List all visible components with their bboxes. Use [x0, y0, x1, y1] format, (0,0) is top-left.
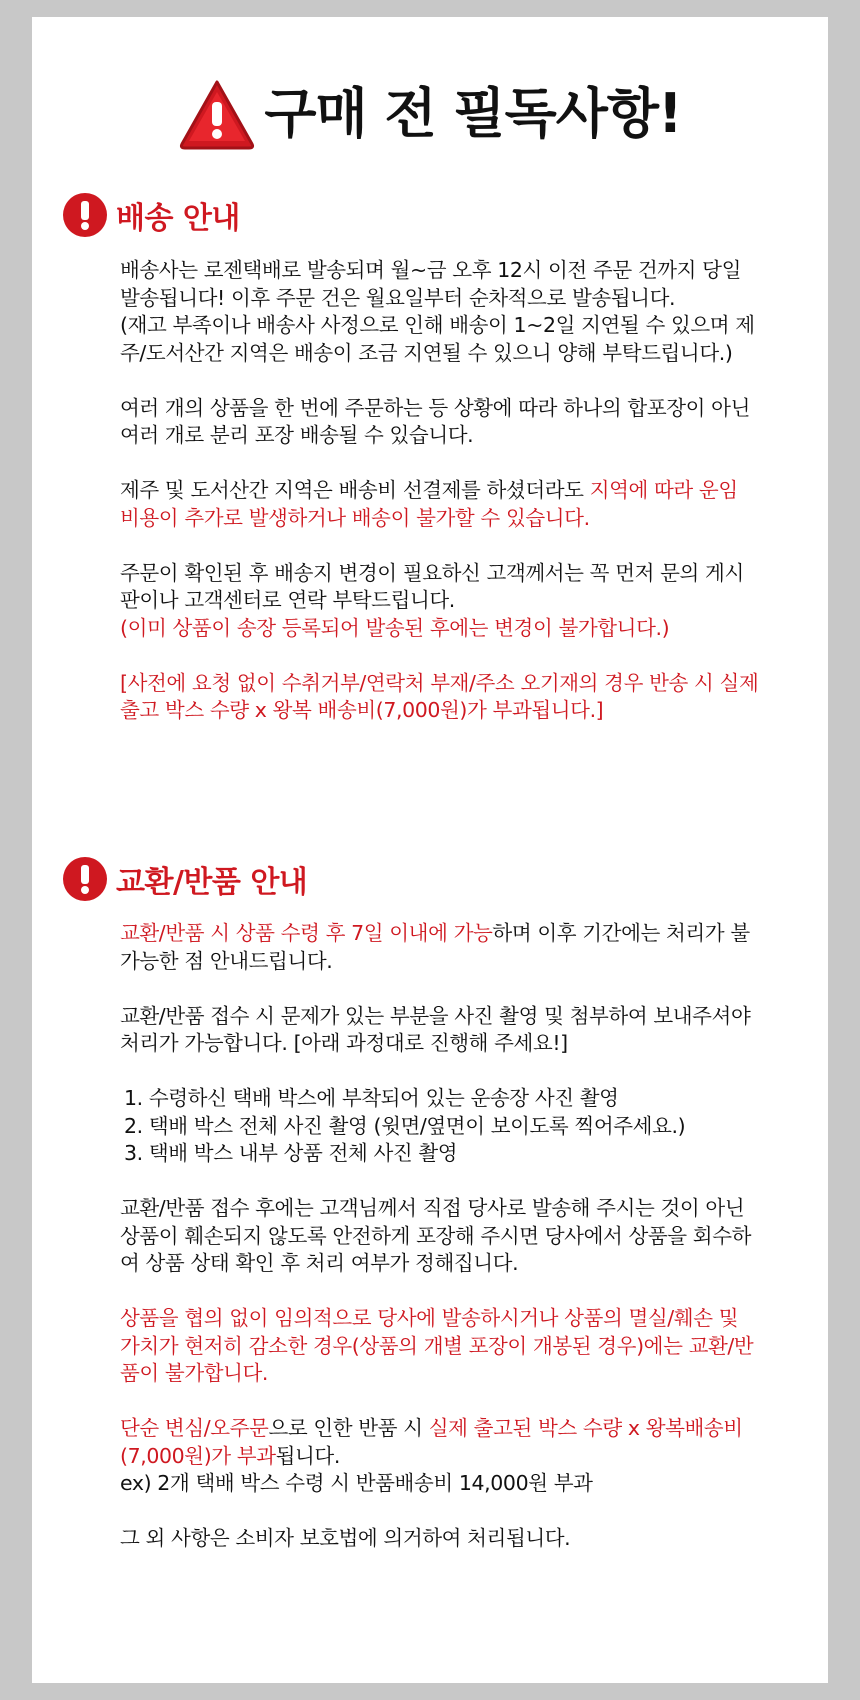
list-item: 3. 택배 박스 내부 상품 전체 사진 촬영 [124, 1141, 458, 1165]
shipping-paragraph-2: 여러 개의 상품을 한 번에 주문하는 등 상황에 따라 하나의 합포장이 아닌 여러 개로 분리 포장 배송될 수 있습니다. [120, 395, 750, 447]
exchange-paragraph-3: 교환/반품 접수 후에는 고객님께서 직접 당사로 발송해 주시는 것이 아닌 상품이 훼손되지 않도록 안전하게 포장해 주시면 당사에서 상품을 회수하여 상품 상태 확인 후 처리 여부가 정해집니다. [120, 1196, 752, 1275]
shipping-text-4b-highlight: (이미 상품이 송장 등록되어 발송된 후에는 변경이 불가합니다.) [120, 615, 670, 640]
shipping-paragraph-1 [120, 257, 760, 367]
notice-sheet [32, 17, 828, 1683]
shipping-paragraph-3 [120, 477, 760, 532]
exclamation-circle-icon [62, 856, 108, 902]
shipping-text-3b-highlight: 지역에 따라 운임 비용이 추가로 발생하거나 배송이 불가할 수 있습니다. [120, 478, 738, 530]
exchange-text-1a-highlight: 교환/반품 시 상품 수령 후 7일 이내에 가능 [120, 921, 493, 945]
section-header-exchange [62, 855, 307, 903]
exchange-text-1b: 하며 이후 기간에는 처리가 불가능한 점 안내드립니다. [120, 921, 750, 973]
shipping-paragraph-5-highlight: [사전에 요청 없이 수취거부/연락처 부재/주소 오기재의 경우 반송 시 실제 출고 박스 수량 x 왕복 배송비(7,000원)가 부과됩니다.] [120, 670, 759, 722]
shipping-text-1: 배송사는 로젠택배로 발송되며 월~금 오후 12시 이전 주문 건까지 당일 발송됩니다! 이후 주문 건은 월요일부터 순차적으로 발송됩니다. [120, 258, 741, 310]
exchange-steps-list [120, 1085, 760, 1168]
exchange-text-5d: 됩니다. [275, 1443, 340, 1468]
section-title-shipping: 배송 안내 [116, 201, 240, 236]
shipping-text-4a: 주문이 확인된 후 배송지 변경이 필요하신 고객께서는 꼭 먼저 문의 게시판이나 고객센터로 연락 부탁드립니다. [120, 560, 744, 612]
page-title: 구매 전 필독사항! [264, 82, 682, 145]
shipping-text-1b: (재고 부족이나 배송사 사정으로 인해 배송이 1~2일 지연될 수 있으며 제주/도서산간 지역은 배송이 조금 지연될 수 있으니 양해 부탁드립니다.) [120, 313, 755, 365]
page-header [32, 59, 828, 169]
exchange-text-5c-highlight: 실제 출고된 박스 수량 x 왕복배송비(7,000원)가 부과 [120, 1416, 743, 1468]
exchange-body [120, 920, 760, 1580]
list-item: 1. 수령하신 택배 박스에 부착되어 있는 운송장 사진 촬영 [124, 1086, 619, 1110]
exchange-paragraph-5 [120, 1415, 760, 1498]
list-item: 2. 택배 박스 전체 사진 촬영 (윗면/옆면이 보이도록 찍어주세요.) [124, 1113, 686, 1138]
shipping-text-3a: 제주 및 도서산간 지역은 배송비 선결제를 하셨더라도 [120, 478, 590, 502]
exchange-paragraph-2: 교환/반품 접수 시 문제가 있는 부분을 사진 촬영 및 첨부하여 보내주셔야 처리가 가능합니다. [아래 과정대로 진행해 주세요!] [120, 1003, 751, 1055]
exchange-paragraph-6: 그 외 사항은 소비자 보호법에 의거하여 처리됩니다. [120, 1526, 571, 1550]
exchange-text-5e: ex) 2개 택배 박스 수령 시 반품배송비 14,000원 부과 [120, 1471, 593, 1495]
exchange-text-5b: 으로 인한 반품 시 [268, 1416, 429, 1440]
shipping-paragraph-4 [120, 560, 760, 643]
exchange-text-5a-highlight: 단순 변심/오주문 [120, 1416, 269, 1440]
section-title-exchange: 교환/반품 안내 [116, 865, 308, 900]
exchange-paragraph-1 [120, 920, 760, 975]
exclamation-circle-icon [62, 192, 108, 238]
section-header-shipping [62, 191, 240, 239]
exchange-paragraph-4-highlight: 상품을 협의 없이 임의적으로 당사에 발송하시거나 상품의 멸실/훼손 및 가치가 현저히 감소한 경우(상품의 개별 포장이 개봉된 경우)에는 교환/반품이 불가합니다. [120, 1306, 754, 1385]
shipping-body [120, 257, 760, 752]
warning-triangle-icon [178, 78, 256, 150]
